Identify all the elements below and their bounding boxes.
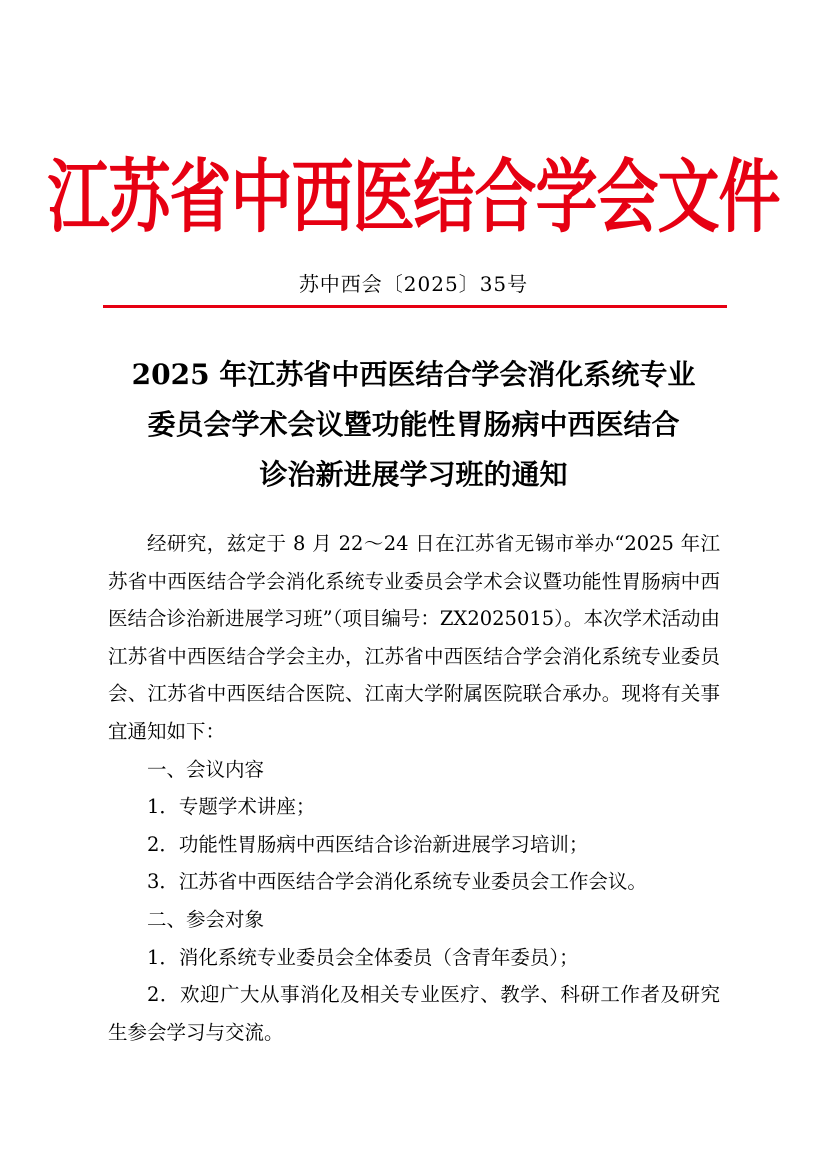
list-item: 1．专题学术讲座； (147, 795, 316, 819)
list-item: 2．功能性胃肠病中西医结合诊治新进展学习培训； (147, 832, 589, 856)
title-line-1: 2025 年江苏省中西医结合学会消化系统专业 (131, 358, 696, 391)
title-line-2: 委员会学术会议暨功能性胃肠病中西医结合 (147, 408, 680, 441)
list-item: 1．消化系统专业委员会全体委员（含青年委员）； (147, 945, 579, 969)
section-heading-attendees: 二、参会对象 (147, 907, 265, 931)
title-line-3: 诊治新进展学习班的通知 (259, 458, 568, 491)
list-item: 2．欢迎广大从事消化及相关专业医疗、教学、科研工作者及研究生参会学习与交流。 (108, 983, 720, 1044)
notice-title (90, 350, 737, 500)
section-heading-content: 一、会议内容 (147, 757, 265, 781)
list-item: 3．江苏省中西医结合学会消化系统专业委员会工作会议。 (147, 870, 647, 894)
notice-body (108, 525, 720, 1051)
issuer-header: 江苏省中西医结合学会文件 (47, 150, 780, 244)
document-number: 苏中西会〔2025〕35号 (298, 272, 529, 296)
red-divider-line (103, 305, 727, 308)
intro-paragraph: 经研究，兹定于 8 月 22～24 日在江苏省无锡市举办“2025 年江苏省中西医结合学会消化系统专业委员会学术会议暨功能性胃肠病中西医结合诊治新进展学习班”（项目编号：ZX2025015）。本次学术活动由江苏省中西医结合学会主办，江苏省中西医结合学会消化系统专业委员会、江苏省中西医结合医院、江南大学附属医院联合承办。现将有关事宜通知如下： (108, 532, 720, 743)
